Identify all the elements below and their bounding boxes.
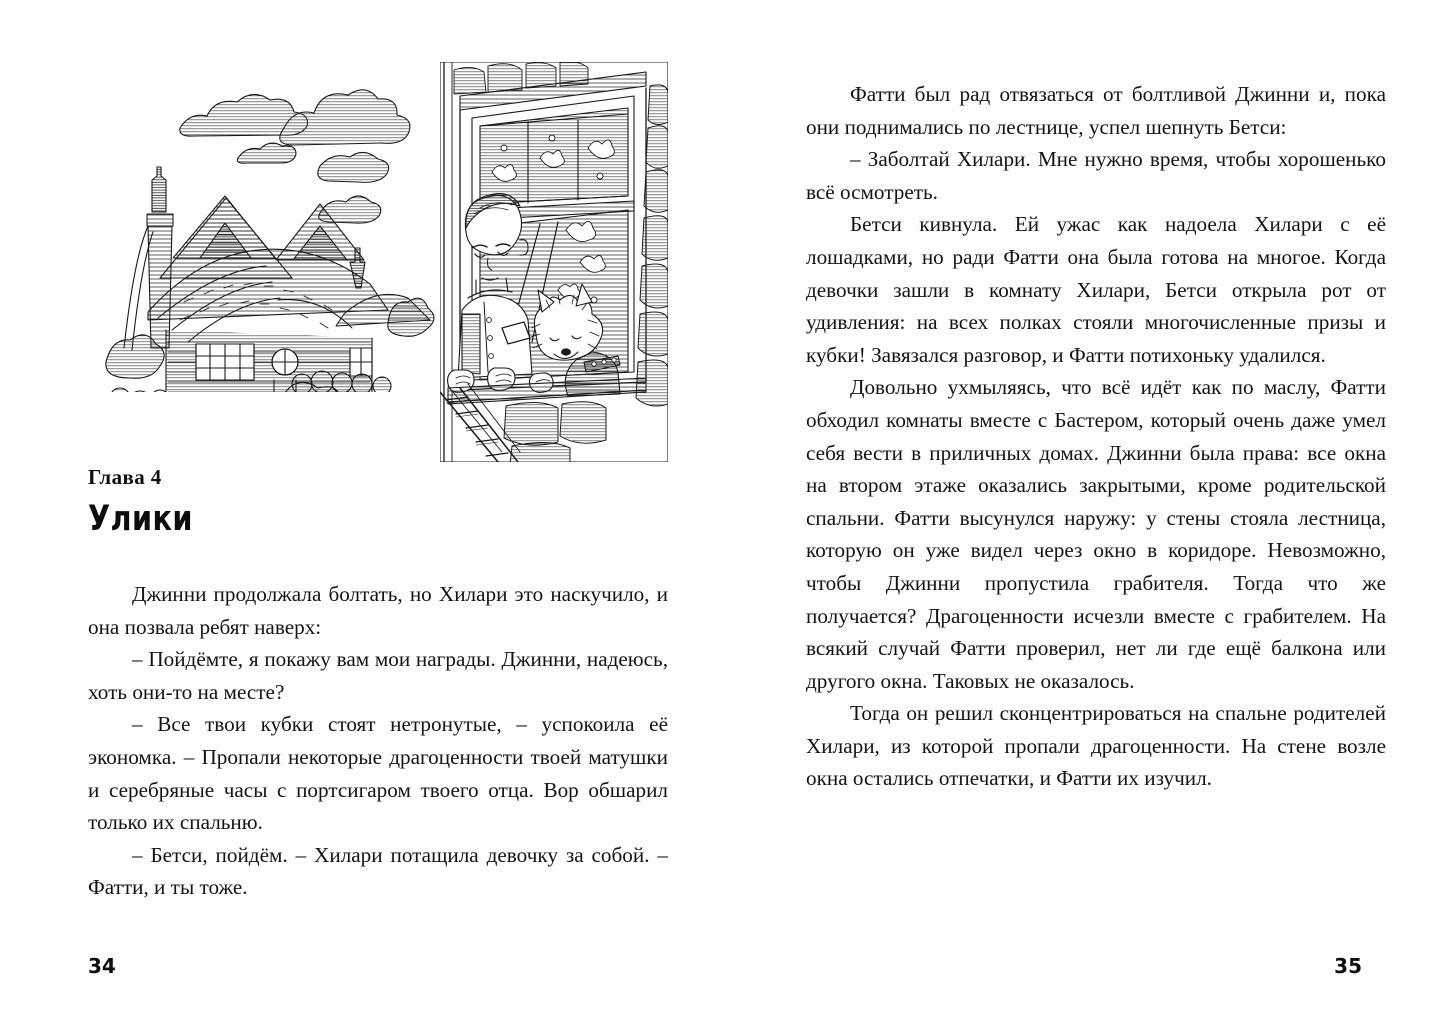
chapter-number-label: Глава 4	[88, 465, 162, 489]
paragraph: – Все твои кубки стоят нетронутые, – успокоила её экономка. – Пропали некоторые драгоценности твоей матушки и серебряные часы с портсигаром твоего отца. Вор обшарил только их спальню.	[88, 712, 668, 835]
paragraph: Бетси кивнула. Ей ужас как надоела Хилари с её лошадками, но ради Фатти она была готова на многое. Когда девочки зашли в комнату Хилари, Бетси открыла рот от удивления: на всех полках стояли многочисленные призы и кубки! Завязался разговор, и Фатти потихоньку удалился.	[806, 212, 1386, 367]
page-number-right: 35	[1334, 954, 1362, 978]
chapter-title: Улики	[88, 499, 193, 540]
house-group	[106, 167, 434, 448]
page-number-left: 34	[88, 954, 116, 978]
paragraph: Тогда он решил сконцентрироваться на спальне родителей Хилари, из которой пропали драгоценности. На стене возле окна остались отпечатки, и Фатти их изучил.	[806, 701, 1386, 791]
right-page	[723, 0, 1445, 1032]
chapter-illustration	[88, 62, 668, 462]
left-page	[0, 0, 722, 1032]
paragraph: – Пойдёмте, я покажу вам мои награды. Джинни, надеюсь, хоть они-то на месте?	[88, 647, 668, 704]
paragraph: Джинни продолжала болтать, но Хилари это наскучило, и она позвала ребят наверх:	[88, 582, 668, 639]
paragraph: Довольно ухмыляясь, что всё идёт как по маслу, Фатти обходил комнаты вместе с Бастером, который очень даже умел себя вести в приличных домах. Джинни была права: все окна на втором этаже оказались закрытыми, кроме родительской спальни. Фатти высунулся наружу: у стены стояла лестница, которую он уже видел через окно в коридоре. Невозможно, чтобы Джинни пропустила грабителя. Тогда что же получается? Драгоценности исчезли вместе с грабителем. На всякий случай Фатти проверил, нет ли где ещё балкона или другого окна. Таковых не оказалось.	[806, 375, 1386, 693]
left-page-body-text	[88, 578, 668, 904]
chapter-heading-block	[88, 466, 668, 538]
paragraph: Фатти был рад отвязаться от болтливой Джинни и, пока они поднимались по лестнице, успел шепнуть Бетси:	[806, 82, 1386, 139]
paragraph: – Заболтай Хилари. Мне нужно время, чтобы хорошенько всё осмотреть.	[806, 147, 1386, 204]
paragraph: – Бетси, пойдём. – Хилари потащила девочку за собой. – Фатти, и ты тоже.	[88, 842, 668, 900]
right-page-body-text	[806, 78, 1386, 795]
clouds-group	[180, 90, 410, 223]
wall-window-group	[440, 62, 668, 462]
